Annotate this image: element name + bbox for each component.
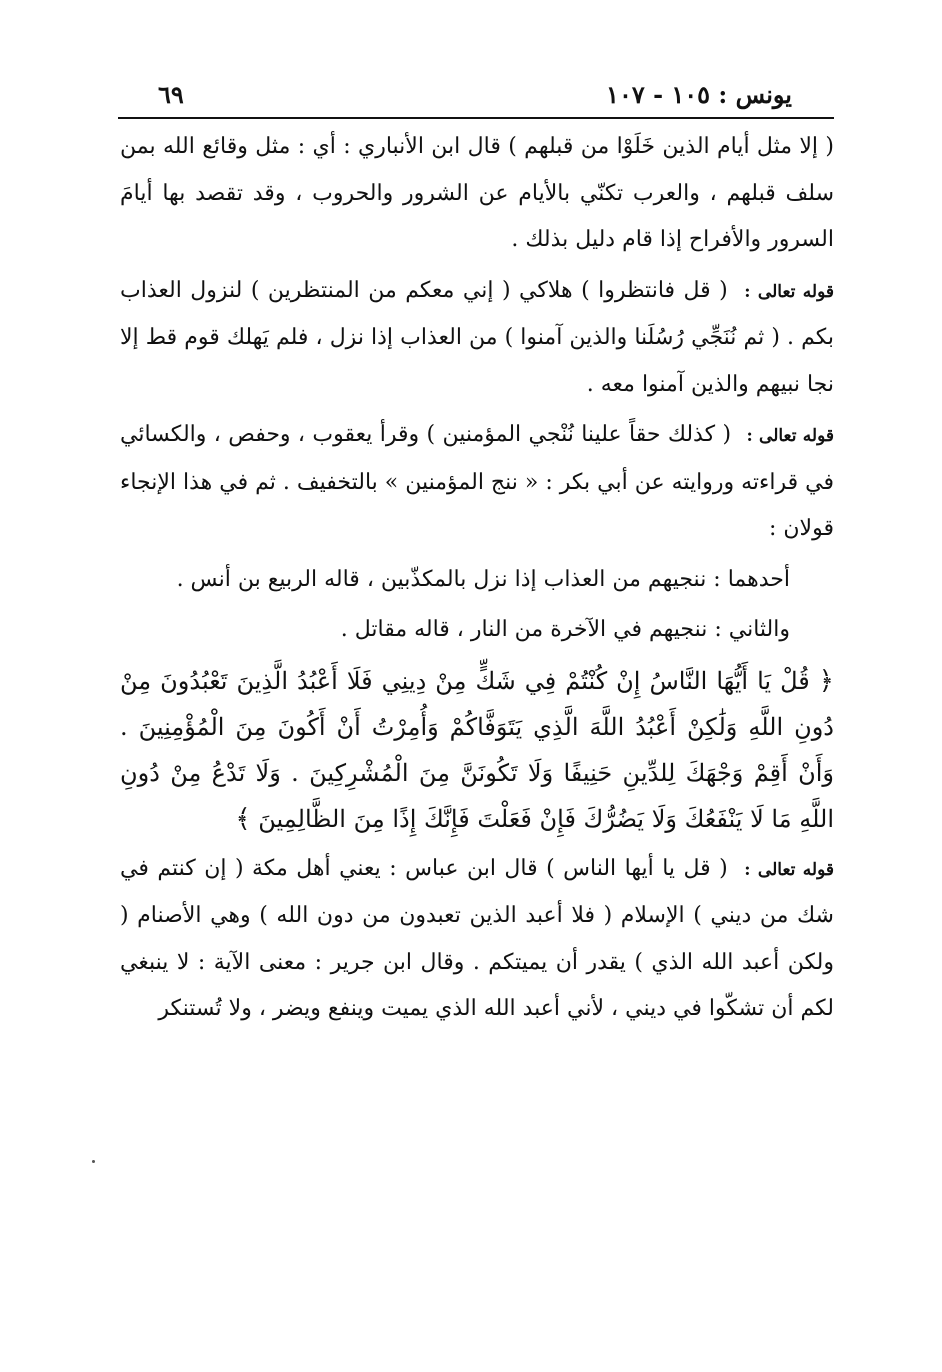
verse-close-bracket: ﴾	[235, 803, 251, 834]
verse-text: قُلْ يَا أَيُّهَا النَّاسُ إِنْ كُنْتُمْ فِي شَكٍّ مِنْ دِينِي فَلَا أَعْبُدُ الَّذِينَ تَعْبُدُونَ مِنْ دُونِ اللَّهِ وَلَٰكِنْ أَعْبُدُ اللَّهَ الَّذِي يَتَوَفَّاكُمْ وَأُمِرْتُ أَنْ أَكُونَ مِنَ الْمُؤْمِنِينَ . وَأَنْ أَقِمْ وَجْهَكَ لِلدِّينِ حَنِيفًا وَلَا تَكُونَنَّ مِنَ الْمُشْرِكِينَ . وَلَا تَدْعُ مِنْ دُونِ اللَّهِ مَا لَا يَنْفَعُكَ وَلَا يَضُرُّكَ فَإِنْ فَعَلْتَ فَإِنَّكَ إِذًا مِنَ الظَّالِمِينَ	[120, 666, 834, 833]
body-text	[120, 124, 834, 1037]
paragraph	[120, 124, 834, 264]
paragraph	[120, 412, 834, 553]
margin-speck	[92, 1160, 95, 1163]
paragraph-text: ( كذلك حقاً علينا نُنْجي المؤمنين ) وقرأ يعقوب ، وحفص ، والكسائي في قراءته وروايته عن أبي بكر : « ننج المؤمنين » بالتخفيف . ثم في هذا الإنجاء قولان :	[120, 422, 834, 541]
paragraph-text: ( قل يا أيها الناس ) قال ابن عباس : يعني أهل مكة ( إن كنتم في شك من ديني ) الإسلام ( فلا أعبد الذين تعبدون من دون الله ) وهي الأصنام ( ولكن أعبد الله الذي ) يقدر أن يميتكم . وقال ابن جرير : معنى الآية : لا ينبغي لكم أن تشكّوا في ديني ، لأني أعبد الله الذي يميت وينفع ويضر ، ولا تُستنكر	[120, 855, 834, 1021]
paragraph	[120, 607, 834, 654]
paragraph-text: ( قل فانتظروا ) هلاكي ( إني معكم من المنتظرين ) لنزول العذاب بكم . ( ثم نُنَجِّي رُسُلَنا والذين آمنوا ) من العذاب إذا نزل ، فلم يَهلك قوم قط إلا نجا نبيهم والذين آمنوا معه .	[120, 277, 834, 397]
paragraph-text: ( إلا مثل أيام الذين خَلَوْا من قبلهم ) قال ابن الأنباري : أي : مثل وقائع الله بمن سلف قبلهم ، والعرب تكنّي بالأيام عن الشرور والحروب ، وقد تقصد بها أيامَ السرور والأفراح إذا قام دليل بذلك .	[120, 134, 834, 252]
page-number: ٦٩	[158, 80, 184, 109]
page-header	[118, 78, 832, 114]
paragraph	[120, 557, 834, 604]
header-rule	[118, 117, 834, 119]
paragraph	[120, 268, 834, 409]
paragraph-text: والثاني : ننجيهم في الآخرة من النار ، قاله مقاتل .	[340, 617, 790, 642]
paragraph-lead: قوله تعالى :	[744, 859, 834, 880]
running-title: يونس : ١٠٥ - ١٠٧	[606, 80, 792, 109]
paragraph	[120, 846, 834, 1033]
paragraph-text: أحدهما : ننجيهم من العذاب إذا نزل بالمكذّبين ، قاله الربيع بن أنس .	[176, 566, 790, 592]
verse-open-bracket: ﴿	[818, 665, 835, 696]
paragraph-lead: قوله تعالى :	[746, 426, 834, 446]
paragraph-lead: قوله تعالى :	[744, 281, 834, 302]
quran-verse	[120, 658, 834, 842]
